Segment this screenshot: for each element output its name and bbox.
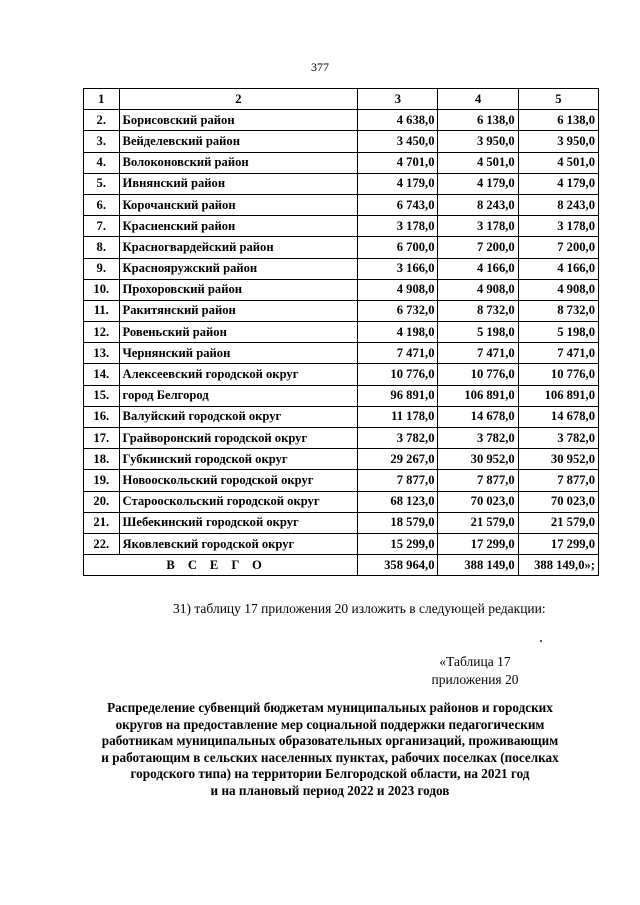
- value-2022-cell: 8 243,0: [438, 194, 518, 215]
- row-number-cell: 2.: [84, 110, 120, 131]
- total-label: ВСЕГО: [84, 555, 358, 576]
- value-2022-cell: 30 952,0: [438, 449, 518, 470]
- value-2021-cell: 7 877,0: [358, 470, 438, 491]
- value-2023-cell: 21 579,0: [518, 512, 598, 533]
- value-2023-cell: 3 178,0: [518, 216, 598, 237]
- row-number-cell: 18.: [84, 449, 120, 470]
- header-cell: 5: [518, 89, 598, 110]
- value-2021-cell: 4 638,0: [358, 110, 438, 131]
- row-number-cell: 8.: [84, 237, 120, 258]
- row-number-cell: 4.: [84, 152, 120, 173]
- value-2021-cell: 3 166,0: [358, 258, 438, 279]
- value-2021-cell: 29 267,0: [358, 449, 438, 470]
- district-name-cell: Ровеньский район: [119, 322, 358, 343]
- value-2021-cell: 7 471,0: [358, 343, 438, 364]
- district-name-cell: Чернянский район: [119, 343, 358, 364]
- value-2021-cell: 18 579,0: [358, 512, 438, 533]
- row-number-cell: 6.: [84, 194, 120, 215]
- district-name-cell: Алексеевский городской округ: [119, 364, 358, 385]
- value-2022-cell: 3 950,0: [438, 131, 518, 152]
- row-number-cell: 22.: [84, 533, 120, 554]
- table-row: [84, 152, 599, 173]
- district-name-cell: Валуйский городской округ: [119, 406, 358, 427]
- value-2022-cell: 6 138,0: [438, 110, 518, 131]
- value-2023-cell: 8 732,0: [518, 300, 598, 321]
- value-2023-cell: 30 952,0: [518, 449, 598, 470]
- row-number-cell: 5.: [84, 173, 120, 194]
- district-name-cell: Ивнянский район: [119, 173, 358, 194]
- table-row: [84, 110, 599, 131]
- value-2023-cell: 10 776,0: [518, 364, 598, 385]
- value-2023-cell: 4 908,0: [518, 279, 598, 300]
- value-2023-cell: 5 198,0: [518, 322, 598, 343]
- district-name-cell: Старооскольский городской округ: [119, 491, 358, 512]
- value-2023-cell: 6 138,0: [518, 110, 598, 131]
- value-2021-cell: 4 701,0: [358, 152, 438, 173]
- value-2021-cell: 3 178,0: [358, 216, 438, 237]
- value-2023-cell: 8 243,0: [518, 194, 598, 215]
- table-reference-line: приложения 20: [431, 672, 519, 687]
- value-2022-cell: 14 678,0: [438, 406, 518, 427]
- value-2023-cell: 4 501,0: [518, 152, 598, 173]
- value-2022-cell: 7 200,0: [438, 237, 518, 258]
- row-number-cell: 7.: [84, 216, 120, 237]
- value-2021-cell: 6 743,0: [358, 194, 438, 215]
- row-number-cell: 19.: [84, 470, 120, 491]
- table-row: [84, 216, 599, 237]
- table-row: [84, 258, 599, 279]
- row-number-cell: 16.: [84, 406, 120, 427]
- row-number-cell: 3.: [84, 131, 120, 152]
- district-name-cell: Яковлевский городской округ: [119, 533, 358, 554]
- instruction-text: 31) таблицу 17 приложения 20 изложить в следующей редакции:: [173, 601, 546, 616]
- value-2023-cell: 106 891,0: [518, 385, 598, 406]
- value-2021-cell: 96 891,0: [358, 385, 438, 406]
- subvention-table: [83, 88, 599, 576]
- value-2021-cell: 4 179,0: [358, 173, 438, 194]
- scan-mark: [540, 640, 542, 642]
- value-2023-cell: 3 950,0: [518, 131, 598, 152]
- district-name-cell: Красногвардейский район: [119, 237, 358, 258]
- value-2021-cell: 4 198,0: [358, 322, 438, 343]
- value-2022-cell: 4 908,0: [438, 279, 518, 300]
- value-2021-cell: 4 908,0: [358, 279, 438, 300]
- table-row: [84, 279, 599, 300]
- value-2023-cell: 17 299,0: [518, 533, 598, 554]
- district-name-cell: Краснояружский район: [119, 258, 358, 279]
- district-name-cell: Борисовский район: [119, 110, 358, 131]
- value-2022-cell: 3 782,0: [438, 428, 518, 449]
- title-line: и работающим в сельских населенных пунктах, рабочих поселках (поселках: [101, 749, 559, 765]
- row-number-cell: 12.: [84, 322, 120, 343]
- row-number-cell: 9.: [84, 258, 120, 279]
- value-2023-cell: 4 166,0: [518, 258, 598, 279]
- total-value-cell: 358 964,0: [358, 555, 438, 576]
- table-row: [84, 491, 599, 512]
- district-name-cell: Вейделевский район: [119, 131, 358, 152]
- value-2021-cell: 11 178,0: [358, 406, 438, 427]
- title-line: Распределение субвенций бюджетам муниципальных районов и городских: [107, 700, 553, 715]
- header-cell: 4: [438, 89, 518, 110]
- table-row: [84, 322, 599, 343]
- value-2022-cell: 4 166,0: [438, 258, 518, 279]
- value-2023-cell: 7 200,0: [518, 237, 598, 258]
- table-row: [84, 512, 599, 533]
- district-name-cell: Новооскольский городской округ: [119, 470, 358, 491]
- value-2022-cell: 4 179,0: [438, 173, 518, 194]
- value-2022-cell: 106 891,0: [438, 385, 518, 406]
- page-number: 377: [311, 60, 329, 74]
- district-name-cell: Шебекинский городской округ: [119, 512, 358, 533]
- value-2023-cell: 4 179,0: [518, 173, 598, 194]
- total-value-cell: 388 149,0: [438, 555, 518, 576]
- value-2022-cell: 5 198,0: [438, 322, 518, 343]
- table-row: [84, 194, 599, 215]
- value-2022-cell: 8 732,0: [438, 300, 518, 321]
- table-reference: [380, 653, 570, 689]
- header-cell: 2: [119, 89, 358, 110]
- title-line: и на плановый период 2022 и 2023 годов: [210, 782, 450, 798]
- table-row: [84, 470, 599, 491]
- table-row: [84, 131, 599, 152]
- district-name-cell: Красненский район: [119, 216, 358, 237]
- value-2023-cell: 14 678,0: [518, 406, 598, 427]
- district-name-cell: Губкинский городской округ: [119, 449, 358, 470]
- value-2021-cell: 15 299,0: [358, 533, 438, 554]
- value-2021-cell: 6 732,0: [358, 300, 438, 321]
- table-row: [84, 173, 599, 194]
- table-header-row: [84, 89, 599, 110]
- total-value-cell: 388 149,0»;: [518, 555, 598, 576]
- value-2023-cell: 70 023,0: [518, 491, 598, 512]
- table-row: [84, 364, 599, 385]
- value-2021-cell: 68 123,0: [358, 491, 438, 512]
- value-2022-cell: 21 579,0: [438, 512, 518, 533]
- value-2023-cell: 7 471,0: [518, 343, 598, 364]
- value-2022-cell: 7 877,0: [438, 470, 518, 491]
- total-row: [84, 555, 599, 576]
- row-number-cell: 11.: [84, 300, 120, 321]
- district-name-cell: город Белгород: [119, 385, 358, 406]
- value-2021-cell: 6 700,0: [358, 237, 438, 258]
- table-row: [84, 237, 599, 258]
- value-2022-cell: 10 776,0: [438, 364, 518, 385]
- table-reference-line: «Таблица 17: [439, 654, 511, 669]
- title-line: работникам муниципальных образовательных организаций, проживающим: [101, 733, 559, 748]
- value-2022-cell: 3 178,0: [438, 216, 518, 237]
- value-2022-cell: 17 299,0: [438, 533, 518, 554]
- row-number-cell: 20.: [84, 491, 120, 512]
- title-line: городского типа) на территории Белгородской области, на 2021 год: [130, 766, 530, 781]
- row-number-cell: 13.: [84, 343, 120, 364]
- value-2022-cell: 70 023,0: [438, 491, 518, 512]
- district-name-cell: Корочанский район: [119, 194, 358, 215]
- section-title: [80, 700, 580, 799]
- value-2021-cell: 3 782,0: [358, 428, 438, 449]
- district-name-cell: Ракитянский район: [119, 300, 358, 321]
- table-row: [84, 406, 599, 427]
- row-number-cell: 21.: [84, 512, 120, 533]
- value-2021-cell: 10 776,0: [358, 364, 438, 385]
- district-name-cell: Волоконовский район: [119, 152, 358, 173]
- value-2022-cell: 7 471,0: [438, 343, 518, 364]
- header-cell: 3: [358, 89, 438, 110]
- row-number-cell: 17.: [84, 428, 120, 449]
- value-2022-cell: 4 501,0: [438, 152, 518, 173]
- value-2023-cell: 7 877,0: [518, 470, 598, 491]
- table-row: [84, 449, 599, 470]
- value-2021-cell: 3 450,0: [358, 131, 438, 152]
- table-row: [84, 343, 599, 364]
- row-number-cell: 15.: [84, 385, 120, 406]
- table-row: [84, 385, 599, 406]
- table-row: [84, 300, 599, 321]
- row-number-cell: 14.: [84, 364, 120, 385]
- district-name-cell: Грайворонский городской округ: [119, 428, 358, 449]
- district-name-cell: Прохоровский район: [119, 279, 358, 300]
- header-cell: 1: [84, 89, 120, 110]
- row-number-cell: 10.: [84, 279, 120, 300]
- table-row: [84, 428, 599, 449]
- value-2023-cell: 3 782,0: [518, 428, 598, 449]
- table-body: [84, 89, 599, 576]
- title-line: округов на предоставление мер социальной поддержки педагогическим: [115, 716, 545, 732]
- table-row: [84, 533, 599, 554]
